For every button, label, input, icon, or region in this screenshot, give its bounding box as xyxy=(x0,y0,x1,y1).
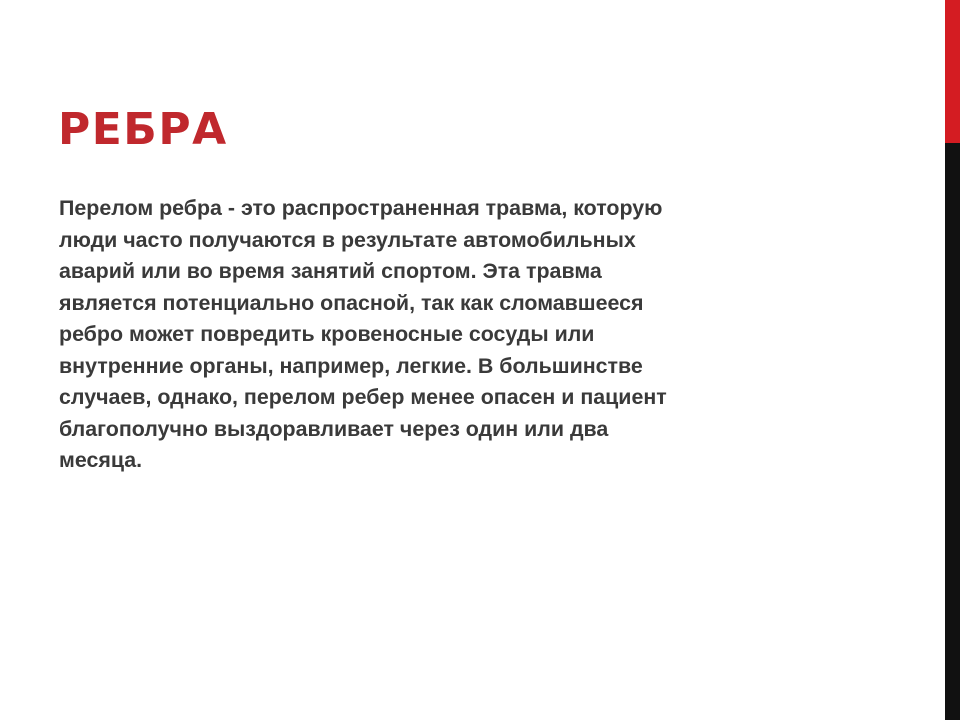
body-line: благополучно выздоравливает через один или два xyxy=(59,416,609,441)
slide-title: РЕБРА xyxy=(58,104,228,155)
body-line: аварий или во время занятий спортом. Эта травма xyxy=(59,259,602,283)
side-accent-bar xyxy=(945,0,960,720)
body-line: является потенциально опасной, так как сломавшееся xyxy=(59,290,644,315)
body-line: ребро может повредить кровеносные сосуды или xyxy=(59,322,595,346)
side-accent-bar-dark xyxy=(945,143,960,720)
side-accent-bar-red xyxy=(945,0,960,143)
body-line: случаев, однако, перелом ребер менее опасен и пациент xyxy=(59,385,667,409)
body-line: Перелом ребра - это распространенная травма, которую xyxy=(59,196,663,220)
slide-body-text xyxy=(59,193,889,477)
body-line: люди часто получаются в результате автомобильных xyxy=(59,227,636,252)
body-line: внутренние органы, например, легкие. В большинстве xyxy=(59,353,643,378)
body-line: месяца. xyxy=(59,448,143,472)
